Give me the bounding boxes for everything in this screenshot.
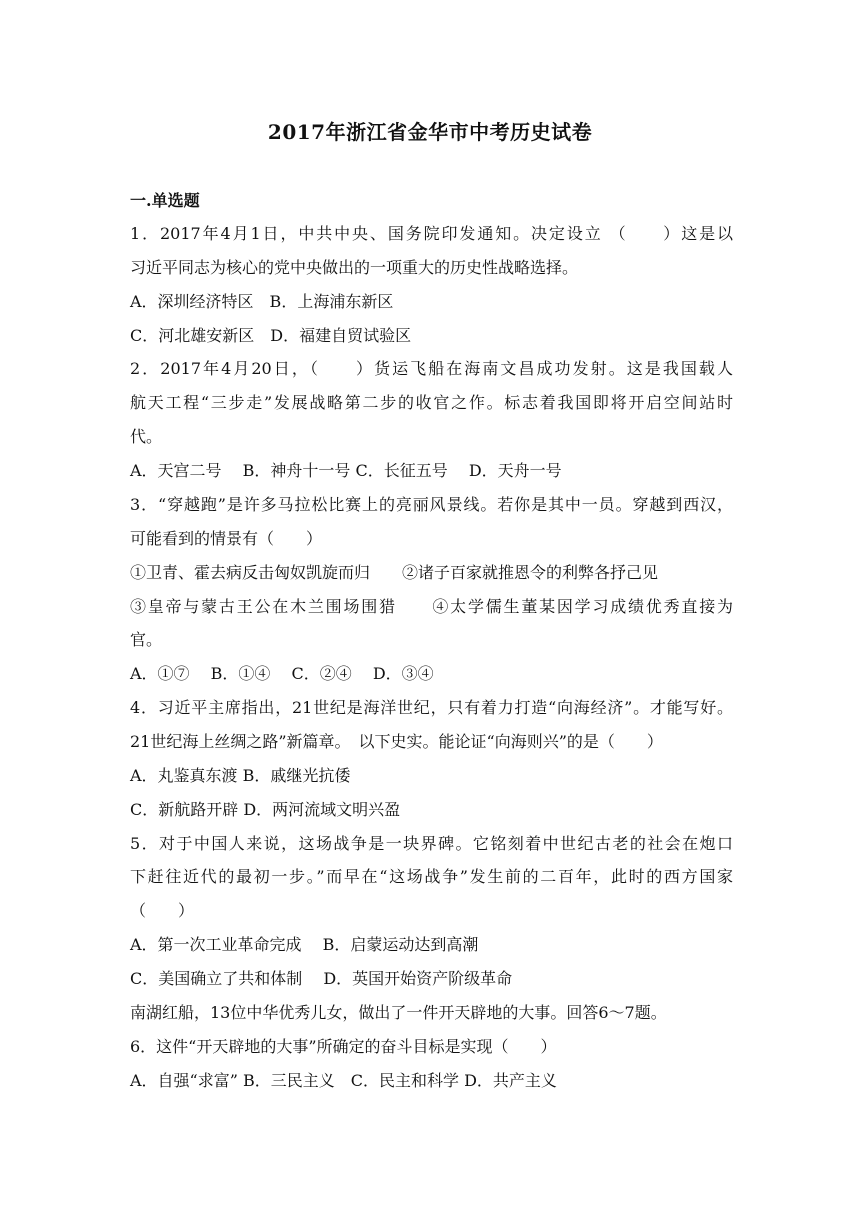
q6-options: A．自强“求富” B．三民主义 C．民主和科学 D．共产主义 xyxy=(130,1071,557,1090)
q5-stem-line3: （ ） xyxy=(130,901,195,920)
q3-options: A．①⑦ B．①④ C．②④ D．③④ xyxy=(130,664,434,683)
q1-options-ab: A．深圳经济特区 B．上海浦东新区 xyxy=(130,292,394,311)
q3-items-34-cont: 官。 xyxy=(130,630,163,649)
q4-options-cd: C．新航路开辟 D．两河流域文明兴盈 xyxy=(130,800,401,819)
q5-stem-line2: 下赶往近代的最初一步。”而早在“这场战争”发生前的二百年，此时的西方国家 xyxy=(130,867,733,886)
q2-options: A．天宫二号 B．神舟十一号 C．长征五号 D．天舟一号 xyxy=(130,461,562,480)
q1-stem-line1: 1．2017年4月1日，中共中央、国务院印发通知。决定设立 （ ）这是以 xyxy=(130,224,733,243)
q4-stem-line2: 21世纪海上丝绸之路”新篇章。 以下史实。能论证“向海则兴”的是（ ） xyxy=(130,732,663,751)
q5-options-cd: C．美国确立了共和体制 D．英国开始资产阶级革命 xyxy=(130,969,513,988)
q5-stem-line1: 5．对于中国人来说，这场战争是一块界碑。它铭刻着中世纪古老的社会在炮口 xyxy=(130,834,733,853)
q2-stem-line3: 代。 xyxy=(130,427,163,446)
q5-options-ab: A．第一次工业革命完成 B．启蒙运动达到高潮 xyxy=(130,935,479,954)
q1-options-cd: C．河北雄安新区 D．福建自贸试验区 xyxy=(130,326,412,345)
section-heading: 一.单选题 xyxy=(130,191,200,210)
q6-7-context: 南湖红船，13位中华优秀儿女，做出了一件开天辟地的大事。回答6～7题。 xyxy=(130,1003,667,1022)
q4-options-ab: A．丸鉴真东渡 B．戚继光抗倭 xyxy=(130,766,351,785)
q4-stem-line1: 4．习近平主席指出，21世纪是海洋世纪，只有着力打造“向海经济”。才能写好。 xyxy=(130,698,733,717)
page-title: 2017年浙江省金华市中考历史试卷 xyxy=(267,120,593,144)
q3-items-12: ①卫青、霍去病反击匈奴凯旋而归 ②诸子百家就推恩令的利弊各抒己见 xyxy=(130,563,659,582)
q1-stem-line2: 习近平同志为核心的党中央做出的一项重大的历史性战略选择。 xyxy=(130,258,579,277)
q3-items-34: ③皇帝与蒙古王公在木兰围场围猎 ④太学儒生董某因学习成绩优秀直接为 xyxy=(130,597,733,616)
q6-stem: 6．这件“开天辟地的大事”所确定的奋斗目标是实现（ ） xyxy=(130,1037,557,1056)
q2-stem-line1: 2．2017年4月20日，（ ）货运飞船在海南文昌成功发射。这是我国载人 xyxy=(130,359,733,378)
q3-stem-line2: 可能看到的情景有（ ） xyxy=(130,529,323,548)
q3-stem-line1: 3．“穿越跑”是许多马拉松比赛上的亮丽风景线。若你是其中一员。穿越到西汉， xyxy=(130,495,733,514)
q2-stem-line2: 航天工程“三步走”发展战略第二步的收官之作。标志着我国即将开启空间站时 xyxy=(130,393,733,412)
